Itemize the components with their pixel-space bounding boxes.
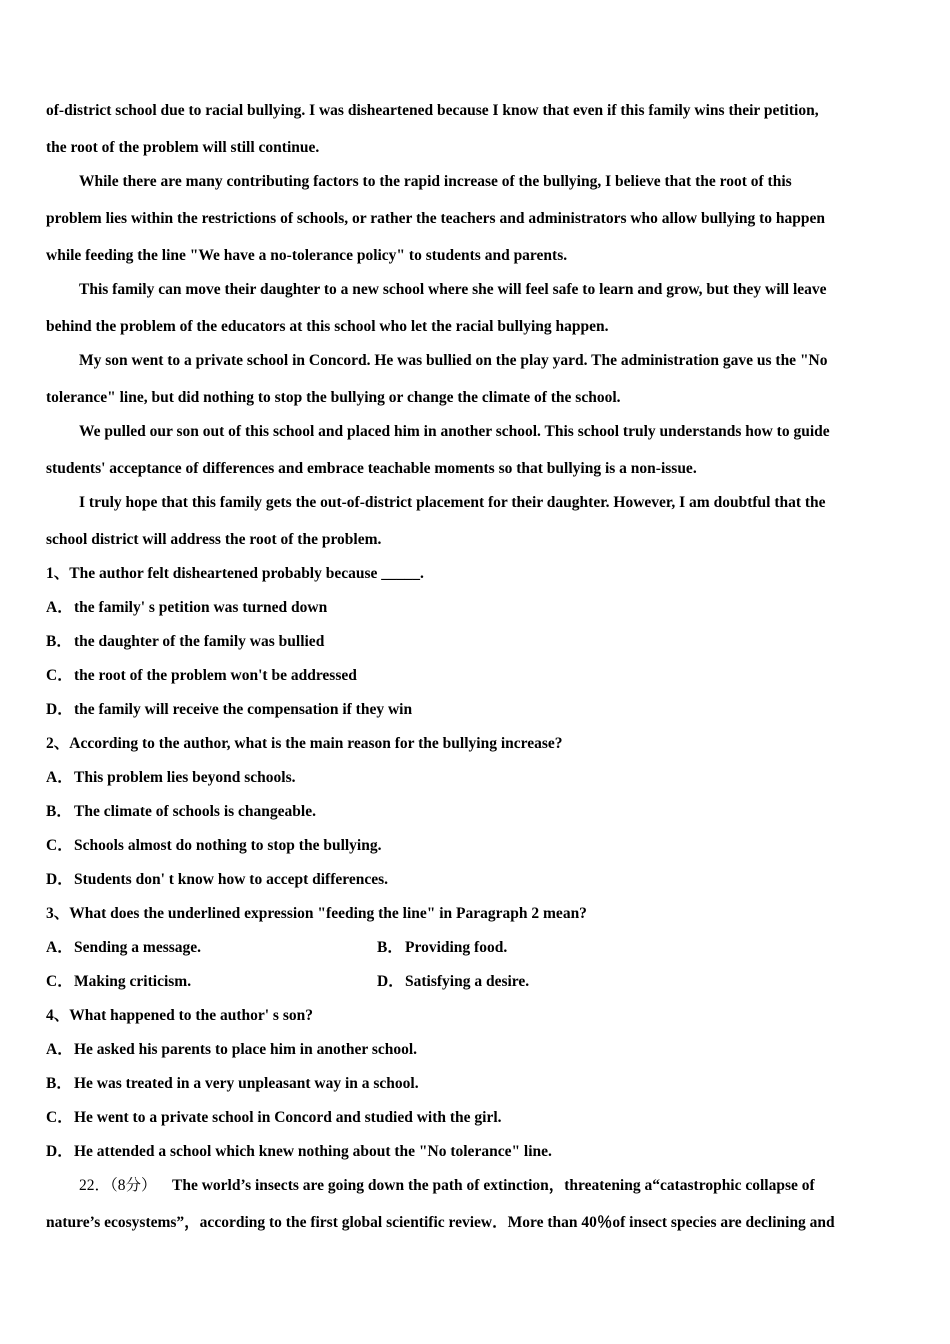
option-text: He asked his parents to place him in another school. bbox=[74, 1041, 418, 1058]
option-letter: C． bbox=[46, 837, 73, 854]
answer-option-b[interactable] bbox=[377, 933, 507, 967]
answer-option-a[interactable] bbox=[46, 593, 906, 627]
text-line: While there are many contributing factors to the rapid increase of the bullying, I believe that the root of this bbox=[79, 173, 792, 190]
text-line: school district will address the root of the problem. bbox=[46, 531, 382, 548]
document-page bbox=[46, 96, 906, 1245]
passage-paragraph-1 bbox=[46, 96, 906, 167]
text-line: We pulled our son out of this school and placed him in another school. This school truly understands how to guide bbox=[79, 423, 830, 440]
text-line: tolerance" line, but did nothing to stop the bullying or change the climate of the school. bbox=[46, 389, 621, 406]
answer-option-c[interactable] bbox=[46, 1103, 906, 1137]
option-letter: B． bbox=[46, 633, 72, 650]
option-letter: B． bbox=[46, 1075, 72, 1092]
text-line: nature’s ecosystems”，according to the first global scientific review．More than 40％of insect species are declining and bbox=[46, 1214, 835, 1231]
option-letter: A． bbox=[46, 769, 73, 786]
text-line: My son went to a private school in Concord. He was bullied on the play yard. The administration gave us the "No bbox=[79, 352, 828, 369]
answer-option-b[interactable] bbox=[46, 797, 906, 831]
option-letter: D． bbox=[46, 1143, 73, 1160]
answer-option-b[interactable] bbox=[46, 1069, 906, 1103]
text-line: students' acceptance of differences and embrace teachable moments so that bullying is a non-issue. bbox=[46, 460, 697, 477]
question-number: 22．（8分） bbox=[79, 1177, 157, 1194]
answer-option-a[interactable] bbox=[46, 933, 377, 967]
option-text: the family will receive the compensation if they win bbox=[74, 701, 413, 718]
section-22 bbox=[46, 1171, 906, 1245]
passage-paragraph-5 bbox=[46, 417, 906, 488]
answer-option-a[interactable] bbox=[46, 763, 906, 797]
question-2 bbox=[46, 729, 906, 899]
section-text: The world’s insects are going down the path of extinction，threatening a“catastrophic collapse of bbox=[172, 1177, 815, 1194]
option-text: He was treated in a very unpleasant way in a school. bbox=[74, 1075, 419, 1092]
options-row bbox=[46, 933, 906, 967]
option-text: He attended a school which knew nothing about the "No tolerance" line. bbox=[74, 1143, 552, 1160]
text-line: problem lies within the restrictions of schools, or rather the teachers and administrators who allow bullying to happen bbox=[46, 210, 826, 227]
answer-option-d[interactable] bbox=[377, 967, 529, 1001]
option-letter: B． bbox=[46, 803, 72, 820]
option-text: Sending a message. bbox=[74, 939, 202, 956]
answer-option-c[interactable] bbox=[46, 967, 377, 1001]
question-3 bbox=[46, 899, 906, 1001]
option-letter: A． bbox=[46, 1041, 73, 1058]
option-text: Making criticism. bbox=[74, 973, 192, 990]
option-letter: B． bbox=[377, 939, 403, 956]
answer-option-c[interactable] bbox=[46, 831, 906, 865]
question-stem: 4、What happened to the author' s son? bbox=[46, 1007, 313, 1024]
option-text: Students don' t know how to accept differences. bbox=[74, 871, 389, 888]
text-line: behind the problem of the educators at this school who let the racial bullying happen. bbox=[46, 318, 609, 335]
text-line: the root of the problem will still continue. bbox=[46, 139, 320, 156]
passage-paragraph-3 bbox=[46, 275, 906, 346]
option-letter: A． bbox=[46, 939, 73, 956]
passage-paragraph-4 bbox=[46, 346, 906, 417]
option-text: He went to a private school in Concord and studied with the girl. bbox=[74, 1109, 502, 1126]
answer-option-a[interactable] bbox=[46, 1035, 906, 1069]
option-letter: D． bbox=[46, 871, 73, 888]
question-4 bbox=[46, 1001, 906, 1171]
text-line: This family can move their daughter to a new school where she will feel safe to learn and grow, but they will leave bbox=[79, 281, 827, 298]
answer-option-d[interactable] bbox=[46, 695, 906, 729]
question-stem: 3、What does the underlined expression "feeding the line" in Paragraph 2 mean? bbox=[46, 905, 587, 922]
question-1 bbox=[46, 559, 906, 729]
option-text: the daughter of the family was bullied bbox=[74, 633, 325, 650]
text-line: of-district school due to racial bullying. I was disheartened because I know that even if this family wins their petition, bbox=[46, 102, 819, 119]
option-text: Providing food. bbox=[405, 939, 508, 956]
text-line: I truly hope that this family gets the out-of-district placement for their daughter. However, I am doubtful that the bbox=[79, 494, 826, 511]
question-stem: 2、According to the author, what is the main reason for the bullying increase? bbox=[46, 735, 563, 752]
option-letter: C． bbox=[46, 973, 73, 990]
option-letter: C． bbox=[46, 667, 73, 684]
option-letter: C． bbox=[46, 1109, 73, 1126]
option-text: Schools almost do nothing to stop the bullying. bbox=[74, 837, 382, 854]
option-text: This problem lies beyond schools. bbox=[74, 769, 296, 786]
answer-option-b[interactable] bbox=[46, 627, 906, 661]
passage-paragraph-2 bbox=[46, 167, 906, 275]
option-text: the root of the problem won't be addressed bbox=[74, 667, 357, 684]
option-letter: D． bbox=[377, 973, 404, 990]
option-letter: D． bbox=[46, 701, 73, 718]
text-line bbox=[46, 1171, 906, 1208]
answer-option-c[interactable] bbox=[46, 661, 906, 695]
option-text: Satisfying a desire. bbox=[405, 973, 530, 990]
text-line: while feeding the line "We have a no-tolerance policy" to students and parents. bbox=[46, 247, 568, 264]
question-stem: 1、The author felt disheartened probably because _____. bbox=[46, 565, 424, 582]
answer-option-d[interactable] bbox=[46, 865, 906, 899]
passage-paragraph-6 bbox=[46, 488, 906, 559]
option-letter: A． bbox=[46, 599, 73, 616]
option-text: The climate of schools is changeable. bbox=[74, 803, 316, 820]
answer-option-d[interactable] bbox=[46, 1137, 906, 1171]
option-text: the family' s petition was turned down bbox=[74, 599, 328, 616]
options-row bbox=[46, 967, 906, 1001]
